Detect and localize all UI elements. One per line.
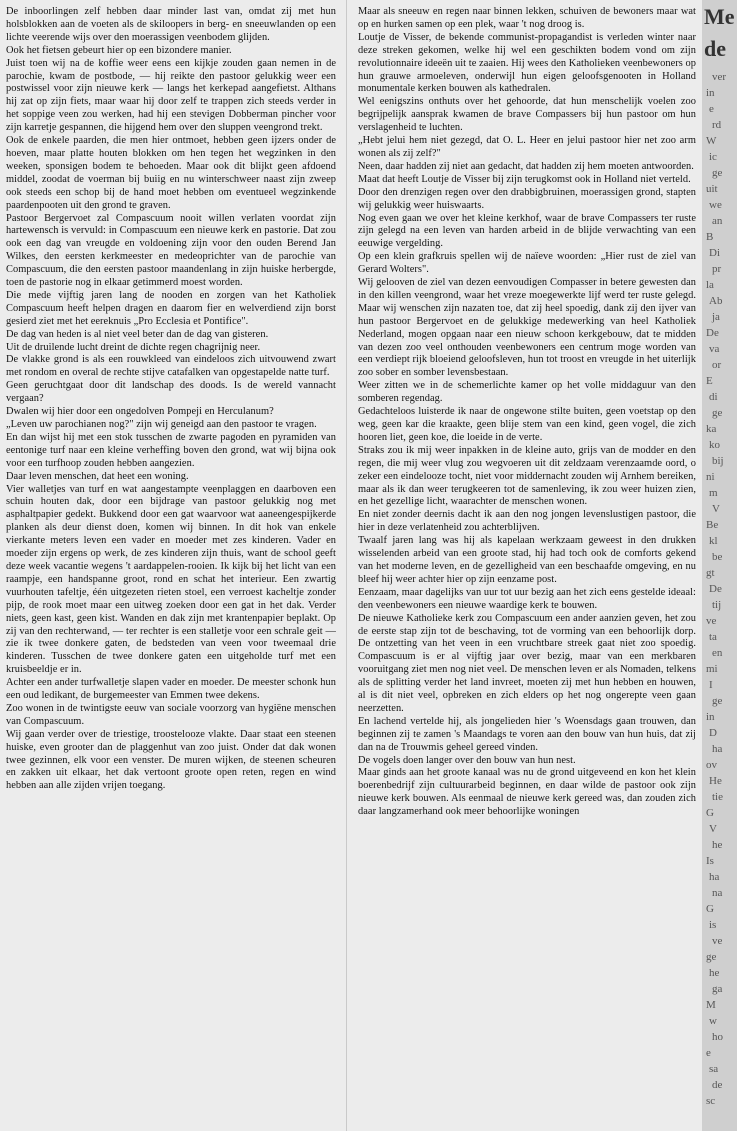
edge-text-fragment: G [706, 903, 714, 915]
edge-text-fragment: ge [712, 167, 723, 179]
article-paragraph: Vier walletjes van turf en wat aangestampte veenplaggen en daarboven een schuin houten dak, door een bijdrage van pastoor gelukkig nog met asphaltpapier gedekt. Bukkend door een gat waarvoor wat aaneengespijkerde planken als deur dienst doen, komen wij binnen. In dit hok van enkele vierkante meters leven een vader en moeder met zes kinderen. Vader en moeder zijn ergens op werk, de zes kinderen zijn thuis, want de school geeft deze week vacantie wegens 't aardappelen-rooien. Ik kijk bij het licht van een raampje, een handspanne groot, rond en schat het interieur. Een zwartig vuurhouten tafeltje, één uitgezeten rieten stoel, een verroest kacheltje zonder pijp, de rook moet maar een uitweg zoeken door een gat in het dak. Verder niets, geen kast, geen kist. Wanden en dak zijn met krantenpapier beplakt. Op zij van den rechterwand, — ter rechter is een stalletje voor een schrale geit — zie ik twee donkere gaten, de bedsteden van veen voor tweemaal drie kinderen. Tusschen de twee donkere gaten een uitgeholde turf met een kruisbeeldje er in. [6, 483, 336, 676]
edge-text-fragment: mi [706, 663, 718, 675]
edge-text-fragment: ha [709, 871, 720, 883]
article-paragraph: Twaalf jaren lang was hij als kapelaan werkzaam geweest in den drukken wisselenden arbeid van een groote stad, hij had toch ook de comforts gekend van het moderne leven, en de gezelligheid van een beschaafde omgeving, en nu bleef hij weer achter hier op zijn eenzame post. [358, 535, 696, 585]
edge-text-fragment: M [706, 999, 716, 1011]
edge-text-fragment: ta [709, 631, 717, 643]
article-paragraph: Maar ginds aan het groote kanaal was nu de grond uitgeveend en kon het klein boerenbedrijf zijn cultuurarbeid beginnen, en daar wilde de pastoor ook zijn nieuwe kerk bouwen. Als eenmaal de nieuwe kerk gereed was, dan zouden zich daar langzamerhand ook meer behoorlijke woningen [358, 767, 696, 818]
edge-text-fragment: tie [712, 791, 723, 803]
article-paragraph: Maar als sneeuw en regen naar binnen lekken, schuiven de bewoners maar wat op en hurken samen op een plek, waar 't nog droog is. [358, 6, 696, 30]
edge-text-fragment: tij [712, 599, 722, 611]
article-paragraph: De dag van heden is al niet veel beter dan de dag van gisteren. [6, 328, 269, 340]
edge-text-fragment: ho [712, 1031, 723, 1043]
edge-text-fragment: de [712, 1079, 723, 1091]
article-paragraph: Gedachteloos luisterde ik naar de ongewone stilte buiten, geen voetstap op den weg, geen kar die kraakte, geen blije stem van een kind, geen vogel, die zich hooren liet, geen koe, die loeide in de verte. [358, 406, 696, 443]
edge-text-fragment: W [706, 135, 717, 147]
edge-text-fragment: Me [704, 4, 735, 29]
edge-text-fragment: gt [706, 567, 715, 579]
article-paragraph: De vlakke grond is als een rouwkleed van eindeloos zich uitvouwend zwart met rondom en overal de rechte stijve catafalken van opgestapelde natte turf. [6, 354, 336, 379]
edge-text-fragment: sa [709, 1063, 719, 1075]
edge-text-fragment: E [706, 375, 713, 387]
edge-text-fragment: in [706, 87, 715, 99]
article-paragraph: Achter een ander turfwalletje slapen vader en moeder. De meester schonk hun een oud ledikant, de burgemeester van Emmen twee dekens. [6, 677, 336, 702]
edge-text-fragment: he [709, 967, 720, 979]
article-paragraph: De vogels doen langer over den bouw van hun nest. [358, 754, 576, 766]
edge-text-fragment: kl [709, 535, 718, 547]
edge-text-fragment: de [704, 36, 726, 61]
edge-text-fragment: rd [712, 119, 722, 131]
article-paragraph: „Hebt jelui hem niet gezegd, dat O. L. Heer en jelui pastoor hier net zoo arm wonen als zij zelf?" [358, 135, 696, 159]
edge-text-fragment: uit [706, 183, 718, 195]
article-paragraph: De nieuwe Katholieke kerk zou Compascuum een ander aanzien geven, het zou de eerste stap zijn tot de beschaving, tot de vorming van een behoorlijk dorp. De ontzetting van het veen in een vruchtbare streek gaat niet zoo spoedig. Compascuum is er al vijftig jaar over bezig, maar van een merkbaren vooruitgang ziet men nog niet veel. De menschen leven er als Nomaden, telkens als de splitting verder het land invreet, moeten zij met hun hebben en houwen, al is dit niet veel, opbreken en zich elders op het nog ongerepte veen gaan neerzetten. [358, 612, 696, 714]
article-paragraph: Nog even gaan we over het kleine kerkhof, waar de brave Compassers ter ruste zijn gelegd na een leven van harden arbeid in de blijde verwachting van een eeuwige vergelding. [358, 212, 696, 250]
edge-text-fragment: di [709, 391, 718, 403]
article-paragraph: Maat dat heeft Loutje de Visser bij zijn terugkomst ook in Holland niet verteld. [358, 173, 691, 185]
edge-text-fragment: V [709, 823, 717, 835]
article-paragraph: Die mede vijftig jaren lang de nooden en zorgen van het Katholiek Compascuum heeft helpen dragen en daarom fier en welverdiend zijn borst gesierd ziet met het eereknuis „Pro Ecclesia et Pontifice". [6, 289, 336, 327]
adjacent-page-edge [702, 0, 737, 1131]
edge-text-fragment: He [709, 775, 722, 787]
column-divider [346, 0, 347, 1131]
edge-text-fragment: ver [712, 71, 727, 83]
article-paragraph: Wel eenigszins onthuts over het gehoorde, dat hun menschelijk voelen zoo begrijpelijk aansprak kwamen de brave Compassers bij hun pastoor om hun verslagenheid te luchten. [358, 96, 696, 134]
article-paragraph: Ook het fietsen gebeurt hier op een bizondere manier. [6, 44, 232, 56]
edge-text-fragment: B [706, 231, 714, 243]
edge-text-fragment: an [712, 215, 723, 227]
edge-text-fragment: bij [712, 455, 724, 467]
article-paragraph: Wij gaan verder over de triestige, troostelooze vlakte. Daar staat een steenen huiske, even grooter dan de plaggenhut van zoo juist. Onder dat dak wonen twee gezinnen, elk voor een venster. De muren wijken, de steenen scheuren en zakken uit elkaar, het dak vertoont groote open reten, regen en wind hebben aan alle zijden vrijen toegang. [6, 728, 336, 792]
article-paragraph: Zoo wonen in de twintigste eeuw van sociale voorzorg van hygiëne menschen van Compascuum. [6, 702, 336, 727]
article-paragraph: Ook de enkele paarden, die men hier ontmoet, hebben geen ijzers onder de hoeven, maar platte houten blokken om hen tegen het wegzinken in den weeken, sponsigen bodem te behoeden. Maar ook dit blijkt geen afdoend middel, zoodat de voerman bij buiig en nu winterschweer naast zijn zweep ook steeds een schop bij de hand moet hebben om eventueel wegzinkende paardenpooten uit den grond te graven. [6, 135, 336, 211]
article-paragraph: Daar leven menschen, dat heet een woning. [6, 470, 189, 482]
edge-text-fragment: V [712, 503, 720, 515]
edge-text-fragment: va [709, 343, 720, 355]
edge-text-fragment: Ab [709, 295, 723, 307]
article-paragraph: Pastoor Bergervoet zal Compascuum nooit willen verlaten voordat zijn hartewensch is vervuld: in Compascuum een nieuwe kerk en pastorie. Dat zou ook een dag van vreugde en voldoening zijn voor den ouden Berend Jan Wilkes, den eersten kerkmeester en medeoprichter van de parochie van Compascuum, die den eersten pastoor maandenlang in zijn huiske herbergde, toen de pastorie nog in elkaar getimmerd moest worden. [6, 212, 336, 289]
edge-text-fragment: pr [712, 263, 722, 275]
edge-text-fragment: la [706, 279, 714, 291]
article-paragraph: Neen, daar hadden zij niet aan gedacht, dat hadden zij hem moeten antwoorden. [358, 160, 694, 172]
edge-text-fragment: ge [712, 407, 723, 419]
edge-text-fragment: w [709, 1015, 717, 1027]
article-paragraph: En dan wijst hij met een stok tusschen de zwarte pagoden en pyramiden van eentonige turf naar een kleine verheffing boven den grond, wat wij bijna ook voor een turfhoop zouden hebben aangezien. [6, 431, 336, 469]
edge-text-fragment: or [712, 359, 722, 371]
article-paragraph: „Leven uw parochianen nog?" zijn wij geneigd aan den pastoor te vragen. [6, 419, 317, 430]
edge-text-fragment: De [709, 583, 722, 595]
article-column-left [6, 6, 336, 1126]
edge-text-fragment: Be [706, 519, 719, 531]
edge-text-fragment: be [712, 551, 723, 563]
edge-text-fragment: ge [706, 951, 717, 963]
edge-text-fragment: in [706, 711, 715, 723]
article-paragraph: Eenzaam, maar dagelijks van uur tot uur bezig aan het zich eens gestelde ideaal: den veenbewoners een nieuwe waardige kerk te bouwen. [358, 586, 696, 611]
edge-text-fragment: ni [706, 471, 715, 483]
edge-text-fragment: he [712, 839, 723, 851]
article-paragraph: De inboorlingen zelf hebben daar minder last van, omdat zij met hun holsblokken aan de voeten als de skiloopers in berg- en sneeuwlanden op een lichte veerende wijs over den moerassigen veenbodem glijden. [6, 6, 336, 43]
article-paragraph: Weer zitten we in de schemerlichte kamer op het volle middaguur van den somberen regendag. [358, 380, 696, 405]
edge-text-fragment: Di [709, 247, 720, 259]
edge-text-fragment: D [709, 727, 717, 739]
edge-text-fragment: G [706, 807, 714, 819]
edge-text-fragment: I [709, 679, 713, 691]
edge-text-fragment: ko [709, 439, 720, 451]
article-paragraph: Straks zou ik mij weer inpakken in de kleine auto, grijs van de modder en den regen, die mij weer vlug zou wegvoeren uit dit zeldzaam verenzaamde oord, o zeker een eindelooze tocht, niet voor middernacht zouden wij Arnhem bereiken, maar als ik dan weer terugkeeren tot de samenleving, ik zou weer huizen zien, en het gezellige licht, waarachter de menschen wonen. [358, 444, 696, 508]
edge-text-fragment: ic [709, 151, 717, 163]
edge-text-fragment: na [712, 887, 723, 899]
edge-text-fragment: en [712, 647, 723, 659]
article-paragraph: Juist toen wij na de koffie weer eens een kijkje zouden gaan nemen in de parochie, kwam de postbode, — hij reikte den pastoor gelukkig weer een postwissel voor zijn nieuwe kerk — langs het kerkepad aangefietst. Althans hij zat op zijn fiets, maar waar hij door zelf te trappen zich steeds verder in het soppige veen zou werken, had hij een stevigen Dobberman pincher voor zijn karretje gespannen, die hijgend hem over den sluppen veengrond trekt. [6, 57, 336, 134]
article-paragraph: Op een klein grafkruis spellen wij de naïeve woorden: „Hier rust de ziel van Gerard Wolters". [358, 251, 696, 276]
article-paragraph: Loutje de Visser, de bekende communist-propagandist is verleden winter naar deze streken gekomen, welke hij wel een geschikten bodem vond om zijn revolutionnaire ideeën uit te zaaien. Hij wees den Katholieken veenbewoners op hun grauwe armoeleven, onderwijl hun eigen geloofsgenooten in Holland monumentale kerken bouwen als kathedralen. [358, 31, 696, 95]
edge-text-fragment: e [706, 1047, 711, 1059]
edge-text-fragment: ha [712, 743, 723, 755]
article-paragraph: En niet zonder deernis dacht ik aan den nog jongen levenslustigen pastoor, die hier in deze verlatenheid zou achterblijven. [358, 509, 696, 534]
edge-text-fragment: De [706, 327, 719, 339]
article-paragraph: Uit de druilende lucht dreint de dichte regen chagrijnig neer. [6, 341, 261, 353]
article-paragraph: Door den drenzigen regen over den drabbigbruinen, moerassigen grond, stapten wij gelukkig weer huiswaarts. [358, 186, 696, 211]
article-paragraph: En lachend vertelde hij, als jongelieden hier 's Woensdags gaan trouwen, dan beginnen zij te zamen 's Maandags te voren aan den bouw van hun huis, dat zij dan na de Trouwmis geheel gereed vinden. [358, 715, 696, 753]
edge-text-fragment: ja [712, 311, 720, 323]
edge-text-fragment: e [709, 103, 714, 115]
article-paragraph: Geen geruchtgaat door dit landschap des doods. Is de wereld vannacht vergaan? [6, 380, 336, 405]
edge-text-fragment: ve [706, 615, 717, 627]
edge-text-fragment: Is [706, 855, 714, 867]
edge-text-fragment: ka [706, 423, 717, 435]
article-paragraph: Dwalen wij hier door een ongedolven Pompeji en Herculanum? [6, 406, 274, 418]
edge-text-fragment: ve [712, 935, 723, 947]
edge-text-fragment: m [709, 487, 718, 499]
edge-text-fragment: ov [706, 759, 717, 771]
edge-text-fragment: ge [712, 695, 723, 707]
article-paragraph: Wij gelooven de ziel van dezen eenvoudigen Compasser in betere gewesten dan in den killen veengrond, waar het vreze moegewerkte lijf werd ter ruste gelegd. Maar wij wenschen zijn nazaten toe, dat zij heel spoedig, dank zij den ijver van hun pastoor Bergervoet en de gelukkige medewerking van heel Katholiek Nederland, mogen opgaan naar een nieuw schoon kerkgebouw, dat te midden van dezen zoo veel onthouden veenbewoners een centrum moge worden van een verdiept rijk bloeiend geloofsleven, hun tot troost en vreugde in het uiterlijk zoo sober en somber levensbestaan. [358, 277, 696, 379]
article-column-right [358, 6, 696, 1126]
edge-text-fragment: is [709, 919, 717, 931]
edge-text-fragment: we [709, 199, 722, 211]
edge-text-fragment: ga [712, 983, 723, 995]
edge-text-fragment: sc [706, 1095, 716, 1107]
